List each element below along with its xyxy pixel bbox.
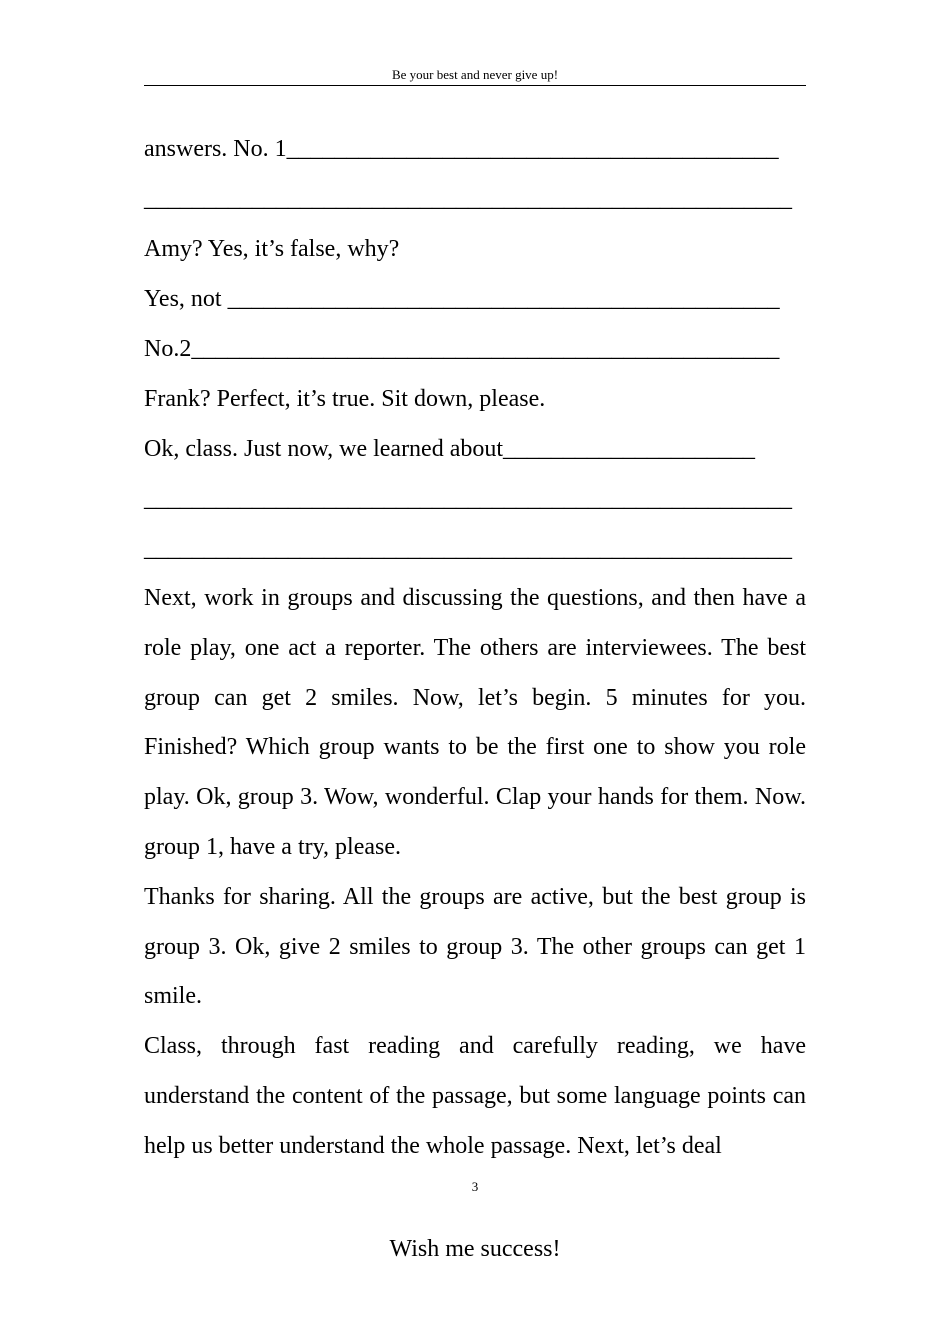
page-footer [0, 1236, 950, 1263]
page-number: 3 [471, 1179, 479, 1194]
line-answers-no1: answers. No. 1_________________________________________ [144, 136, 779, 162]
page-header [144, 66, 806, 86]
line-yes-not: Yes, not ______________________________________________ [144, 286, 780, 312]
document-body [144, 124, 806, 1172]
footer-text: Wish me success! [389, 1236, 561, 1262]
line-blank-1: ______________________________________________________ [144, 186, 792, 212]
line-blank-2: ______________________________________________________ [144, 486, 792, 512]
header-motto: Be your best and never give up! [391, 67, 559, 82]
paragraph-sharing: Thanks for sharing. All the groups are active, but the best group is group 3. Ok, give 2 smiles to group 3. The other groups can get 1 smile. [144, 883, 806, 1010]
line-amy: Amy? Yes, it’s false, why? [144, 236, 400, 262]
line-learned-about: Ok, class. Just now, we learned about_____________________ [144, 436, 756, 462]
paragraph-group-work: Next, work in groups and discussing the questions, and then have a role play, one act a reporter. The others are interviewees. The best group can get 2 smiles. Now, let’s begin. 5 minutes for you. Finished? Which group wants to be the first one to show you role play. Ok, group 3. Wow, wonderful. Clap your hands for them. Now. group 1, have a try, please. [144, 585, 806, 860]
paragraph-language-points: Class, through fast reading and carefully reading, we have understand the content of the passage, but some language points can help us better understand the whole passage. Next, let’s deal [144, 1033, 806, 1159]
line-frank: Frank? Perfect, it’s true. Sit down, please. [144, 386, 546, 412]
line-no2: No.2_________________________________________________ [144, 336, 780, 362]
line-blank-3: ______________________________________________________ [144, 536, 792, 562]
